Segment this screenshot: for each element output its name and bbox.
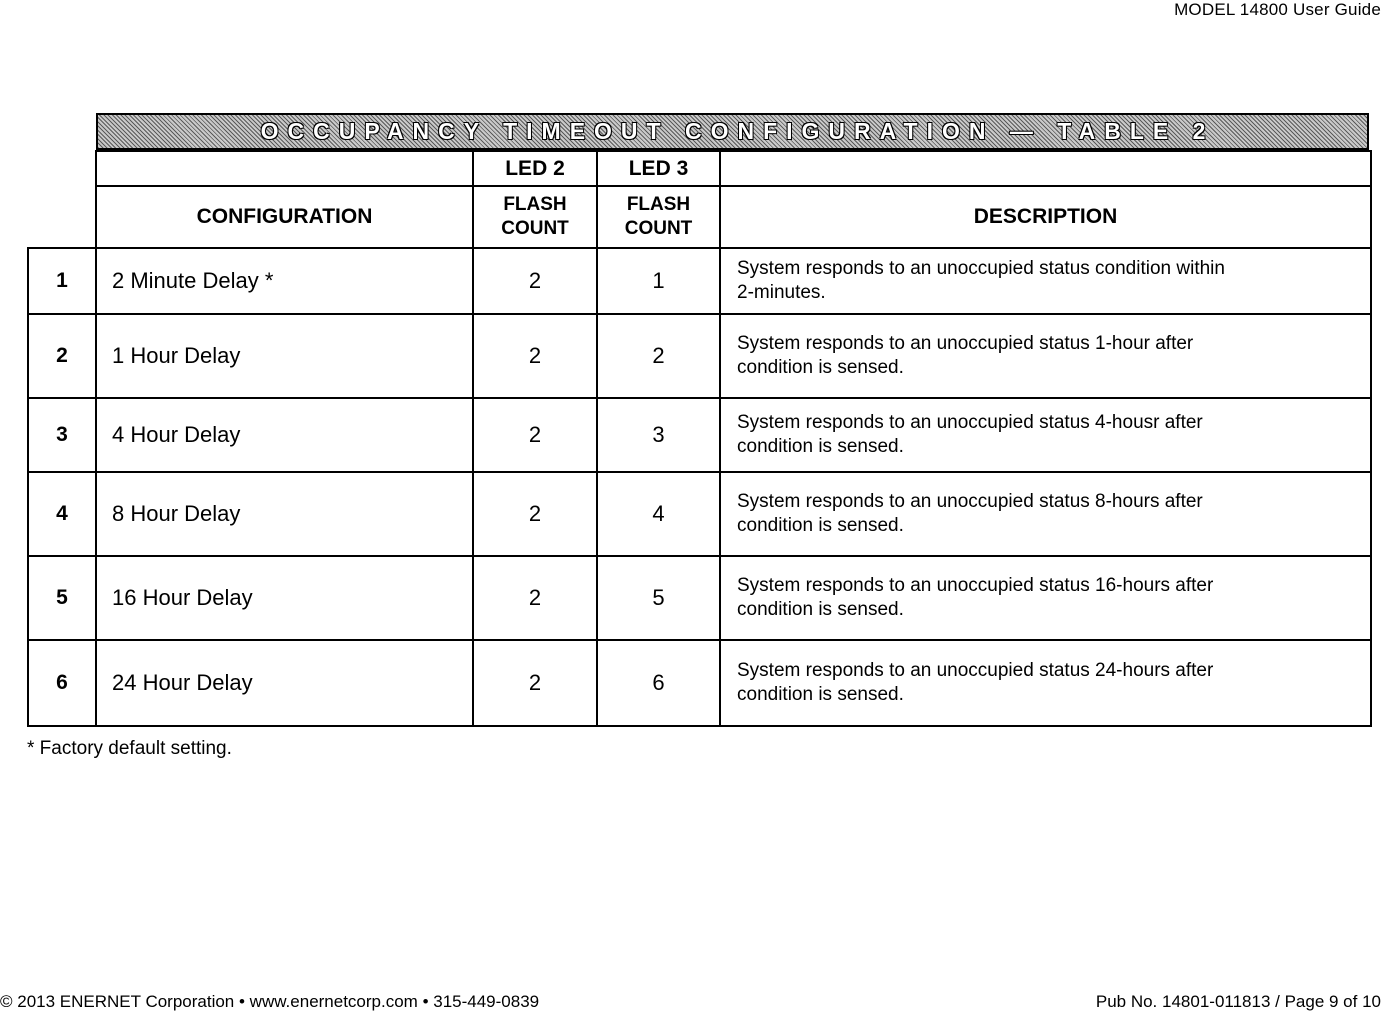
led3-flash-count: 2 [597,314,720,398]
table-row [28,314,1371,398]
table-row [28,472,1371,556]
description: System responds to an unoccupied status 4-housr after condition is sensed. [720,398,1371,472]
configuration-name: 8 Hour Delay [96,472,473,556]
led3-flash-count: 5 [597,556,720,640]
led2-flash-count: 2 [473,640,597,726]
led2-flash-count-header: FLASH COUNT [473,186,597,248]
led2-flash-count: 2 [473,472,597,556]
led3-header: LED 3 [597,151,720,186]
table-title: OCCUPANCY TIMEOUT CONFIGURATION — TABLE 2 [260,118,1215,144]
table-row [28,640,1371,726]
column-header-row [28,186,1371,248]
description: System responds to an unoccupied status 1-hour after condition is sensed. [720,314,1371,398]
led2-flash-count: 2 [473,398,597,472]
footer-copyright: © 2013 ENERNET Corporation • www.enernetcorp.com • 315-449-0839 [0,992,540,1011]
led3-flash-count-header: FLASH COUNT [597,186,720,248]
led2-flash-count: 2 [473,556,597,640]
configuration-name: 4 Hour Delay [96,398,473,472]
table-row [28,556,1371,640]
led3-flash-count: 6 [597,640,720,726]
configuration-name: 2 Minute Delay * [96,248,473,314]
led2-header: LED 2 [473,151,597,186]
configuration-name: 24 Hour Delay [96,640,473,726]
description: System responds to an unoccupied status 8-hours after condition is sensed. [720,472,1371,556]
footer-page-info: Pub No. 14801-011813 / Page 9 of 10 [1095,992,1381,1011]
row-number: 5 [28,556,96,640]
occupancy-timeout-table [27,150,1372,727]
description: System responds to an unoccupied status condition within 2-minutes. [720,248,1371,314]
configuration-name: 1 Hour Delay [96,314,473,398]
led2-flash-count: 2 [473,314,597,398]
row-number: 1 [28,248,96,314]
led3-flash-count: 3 [597,398,720,472]
configuration-header: CONFIGURATION [96,186,473,248]
row-number: 4 [28,472,96,556]
led-header-row [28,151,1371,186]
row-number: 6 [28,640,96,726]
document-header-title: MODEL 14800 User Guide [1174,0,1381,19]
table-row [28,248,1371,314]
description: System responds to an unoccupied status 16-hours after condition is sensed. [720,556,1371,640]
row-number: 3 [28,398,96,472]
led3-flash-count: 1 [597,248,720,314]
footnote: * Factory default setting. [27,738,232,759]
led3-flash-count: 4 [597,472,720,556]
configuration-name: 16 Hour Delay [96,556,473,640]
table-row [28,398,1371,472]
row-number: 2 [28,314,96,398]
table-title-banner [96,113,1369,150]
description: System responds to an unoccupied status 24-hours after condition is sensed. [720,640,1371,726]
description-header: DESCRIPTION [720,186,1371,248]
led2-flash-count: 2 [473,248,597,314]
